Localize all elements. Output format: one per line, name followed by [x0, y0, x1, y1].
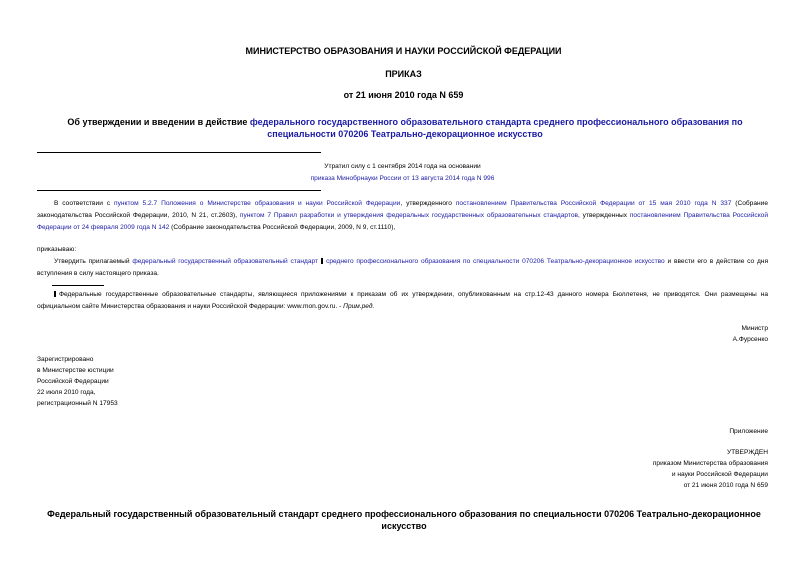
footnote-paragraph [37, 289, 768, 313]
status-link[interactable] [37, 173, 768, 185]
prikazyvayu-label: приказываю: [37, 246, 77, 253]
footnote-text: Федеральные государственные образовательные стандарты, являющиеся приложениями к приказам об их утверждении, опубликованным на стр.12-43 данного номера Бюллетеня, не приводятся. Они размещены на официальном сайте Министерства образования и науки Российской Федерации: www.mon.gov.ru. - [37, 291, 768, 310]
order-text-2: и ввести его в действие со дня вступления в силу настоящего приказа. [37, 258, 769, 277]
approval-line: и науки Российской Федерации [671, 471, 768, 478]
standard-title: Федеральный государственный образовательный стандарт среднего профессионального образования по специальности 070206 Театрально-декорационное искусство [47, 509, 761, 531]
preamble-text-3: (Собрание законодательства Российской Федерации, 2010, N 21, ст.2603), [37, 200, 769, 219]
order-paragraph [37, 256, 768, 280]
registration-block [37, 354, 118, 409]
preamble-link-rules[interactable]: пунктом 7 Правил разработки и утверждения федеральных государственных образовательных стандартов [239, 212, 579, 219]
order-link-specialty[interactable]: среднего профессионального образования по специальности 070206 Театрально-декорационное искусство [326, 258, 665, 265]
status-line: Утратил силу с 1 сентября 2014 года на основании [324, 163, 481, 170]
preamble-link-decree-337[interactable]: постановлением Правительства Российской Федерации от 15 мая 2010 года N 337 [455, 200, 732, 207]
registration-line: регистрационный N 17953 [37, 400, 118, 407]
top-separator [37, 152, 321, 153]
preamble-text-4: , утвержденных [578, 212, 630, 219]
approval-line: от 21 июня 2010 года N 659 [683, 482, 768, 489]
preamble-paragraph [37, 198, 768, 234]
registration-line: Зарегистрировано [37, 356, 94, 363]
preamble-text-5: (Собрание законодательства Российской Федерации, 2009, N 9, ст.1110), [169, 224, 396, 231]
title-prefix: Об утверждении и введении в действие [67, 117, 250, 127]
approval-line: приказом Министерства образования [652, 460, 768, 467]
preamble-text-2: , утвержденного [400, 200, 456, 207]
date-number-heading: от 21 июня 2010 года N 659 [343, 90, 464, 100]
registration-line: в Министерстве юстиции [37, 367, 114, 374]
signature-name: А.Фурсенко [732, 336, 768, 343]
doc-type-heading: ПРИКАЗ [385, 69, 422, 79]
footnote-marker [321, 258, 323, 264]
bottom-separator [37, 190, 321, 191]
footnote-note: Прим.ред. [343, 303, 375, 310]
registration-line: 22 июля 2010 года, [37, 389, 96, 396]
preamble-link-decree-142[interactable]: постановлением Правительства Российской Федерации от 24 февраля 2009 года N 142 [37, 212, 768, 231]
title-standard-link[interactable]: федерального государственного образовательного стандарта среднего профессионального образования по специальности 070206 Театрально-декорационное искусство [249, 117, 743, 139]
order-text-1: Утвердить прилагаемый [54, 258, 133, 265]
order-title [60, 116, 750, 140]
appendix-label: Приложение [729, 428, 768, 435]
approved-label: УТВЕРЖДЕН [726, 449, 768, 456]
order-link-standard[interactable]: федеральный государственный образовательный стандарт [132, 258, 319, 265]
status-link-text[interactable]: приказа Минобрнауки России от 13 августа 2014 года N 996 [310, 175, 495, 182]
ministry-heading: МИНИСТЕРСТВО ОБРАЗОВАНИЯ И НАУКИ РОССИЙСКОЙ ФЕДЕРАЦИИ [245, 46, 562, 56]
registration-line: Российской Федерации [37, 378, 109, 385]
footnote-marker-2 [54, 291, 56, 297]
signature-position: Министр [741, 325, 768, 332]
preamble-text-1: В соответствии с [54, 200, 115, 207]
approval-block [560, 447, 768, 491]
preamble-link-regulation[interactable]: пунктом 5.2.7 Положения о Министерстве образования и науки Российской Федерации [114, 200, 401, 207]
footnote-separator [52, 285, 104, 286]
